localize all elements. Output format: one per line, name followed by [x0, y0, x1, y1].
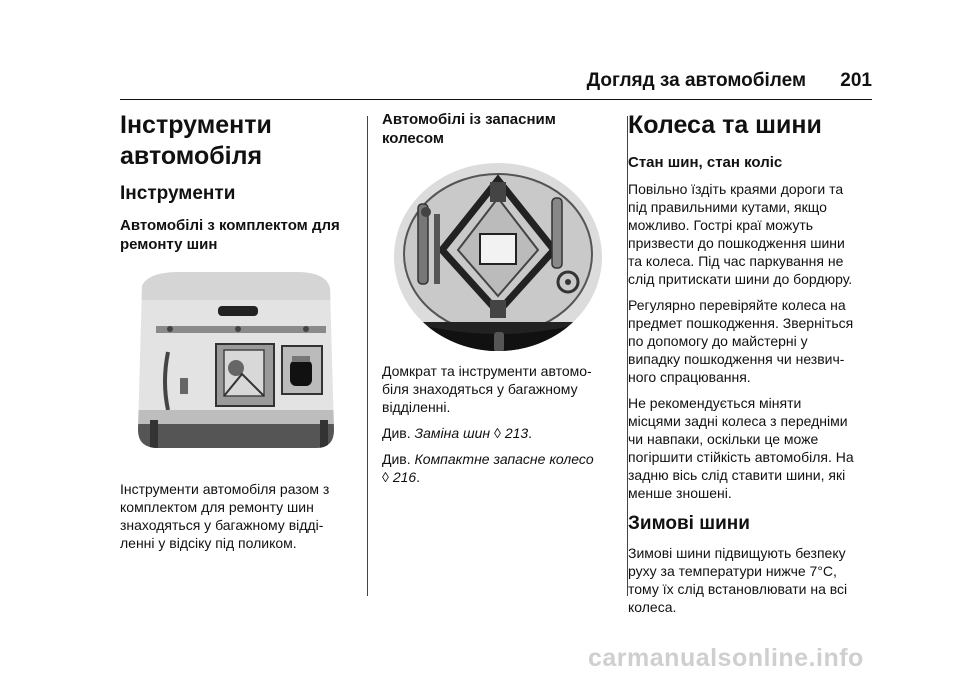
kit-caption [120, 480, 352, 552]
column-1 [120, 110, 352, 552]
text-line: випадку пошкодження чи незвич- [628, 351, 845, 367]
text-line: під правильними кутами, якщо [628, 199, 827, 215]
section-title: Догляд за автомобілем [586, 70, 806, 91]
caption-line: ленні у відсіку під поликом. [120, 535, 297, 551]
subsubheading-kit-line2: ремонту шин [120, 236, 218, 253]
heading-tools-line1: Інструменти [120, 111, 272, 139]
column-3 [628, 110, 878, 616]
text-line: слід притискати шини до бордюру. [628, 271, 853, 287]
watermark: carmanualsonline.info [588, 644, 864, 672]
subheading-tyre-condition: Стан шин, стан коліс [628, 154, 783, 171]
text-line: руху за температури нижче 7°C, [628, 563, 837, 579]
ref-end: . [528, 425, 533, 441]
column-divider-1 [367, 116, 368, 596]
page-number: 201 [840, 70, 872, 91]
text-line: ного спрацювання. [628, 369, 751, 385]
tire-repair-kit-figure [120, 270, 352, 470]
text-line: Регулярно перевіряйте колеса на [628, 297, 846, 313]
subsubheading-kit-line1: Автомобілі з комплектом для [120, 217, 340, 234]
paragraph-inspection [628, 296, 878, 386]
paragraph-winter [628, 544, 878, 616]
text-line: колеса. [628, 599, 677, 615]
caption-line: відділенні. [382, 399, 451, 415]
caption-line: комплектом для ремонту шин [120, 499, 314, 515]
ref-page: 216 [392, 469, 417, 485]
text-line: погіршити стійкість автомобіля. На [628, 449, 854, 465]
reference-tyre-change[interactable] [382, 424, 614, 442]
text-line: по допомогу до майстерні у [628, 333, 808, 349]
heading-tools-line2: автомобіля [120, 142, 263, 170]
reference-compact-spare[interactable] [382, 450, 614, 486]
text-line: та колеса. Під час паркування не [628, 253, 844, 269]
header-rule [120, 99, 872, 100]
spare-wheel-jack-figure [382, 162, 614, 352]
ref-page: 213 [504, 425, 529, 441]
text-line: задню вісь слід ставити шини, які [628, 467, 846, 483]
text-line: призвести до пошкодження шини [628, 235, 845, 251]
text-line: можливо. Гострі краї можуть [628, 217, 814, 233]
spare-caption [382, 362, 614, 416]
column-2 [382, 110, 614, 486]
caption-line: знаходяться у багажному відді- [120, 517, 324, 533]
paragraph-driving [628, 180, 878, 288]
text-line: чи навпаки, оскільки це може [628, 431, 819, 447]
caption-line: біля знаходяться у багажному [382, 381, 578, 397]
text-line: менше зношені. [628, 485, 732, 501]
page-ref-arrow-icon: ◊ [382, 469, 389, 485]
ref-link-compact-spare[interactable]: Компактне запасне колесо [414, 451, 594, 467]
text-line: предмет пошкодження. Зверніться [628, 315, 854, 331]
paragraph-rotation [628, 394, 878, 502]
caption-line: Домкрат та інструменти автомо- [382, 363, 592, 379]
ref-prefix: Див. [382, 451, 411, 467]
ref-link-tyre-change[interactable]: Заміна шин [414, 425, 491, 441]
page-header [120, 70, 872, 98]
subsubheading-spare-line2: колесом [382, 130, 444, 147]
ref-end: . [416, 469, 421, 485]
text-line: Не рекомендується міняти [628, 395, 802, 411]
text-line: тому їх слід встановлювати на всі [628, 581, 848, 597]
text-line: Зимові шини підвищують безпеку [628, 545, 846, 561]
text-line: Повільно їздіть краями дороги та [628, 181, 844, 197]
text-line: місцями задні колеса з передніми [628, 413, 848, 429]
subsubheading-spare-line1: Автомобілі із запасним [382, 111, 556, 128]
subheading-tools: Інструменти [120, 183, 236, 204]
page-ref-arrow-icon: ◊ [494, 425, 501, 441]
caption-line: Інструменти автомобіля разом з [120, 481, 330, 497]
subheading-winter-tyres: Зимові шини [628, 513, 750, 534]
ref-prefix: Див. [382, 425, 411, 441]
heading-wheels-tyres: Колеса та шини [628, 111, 822, 139]
